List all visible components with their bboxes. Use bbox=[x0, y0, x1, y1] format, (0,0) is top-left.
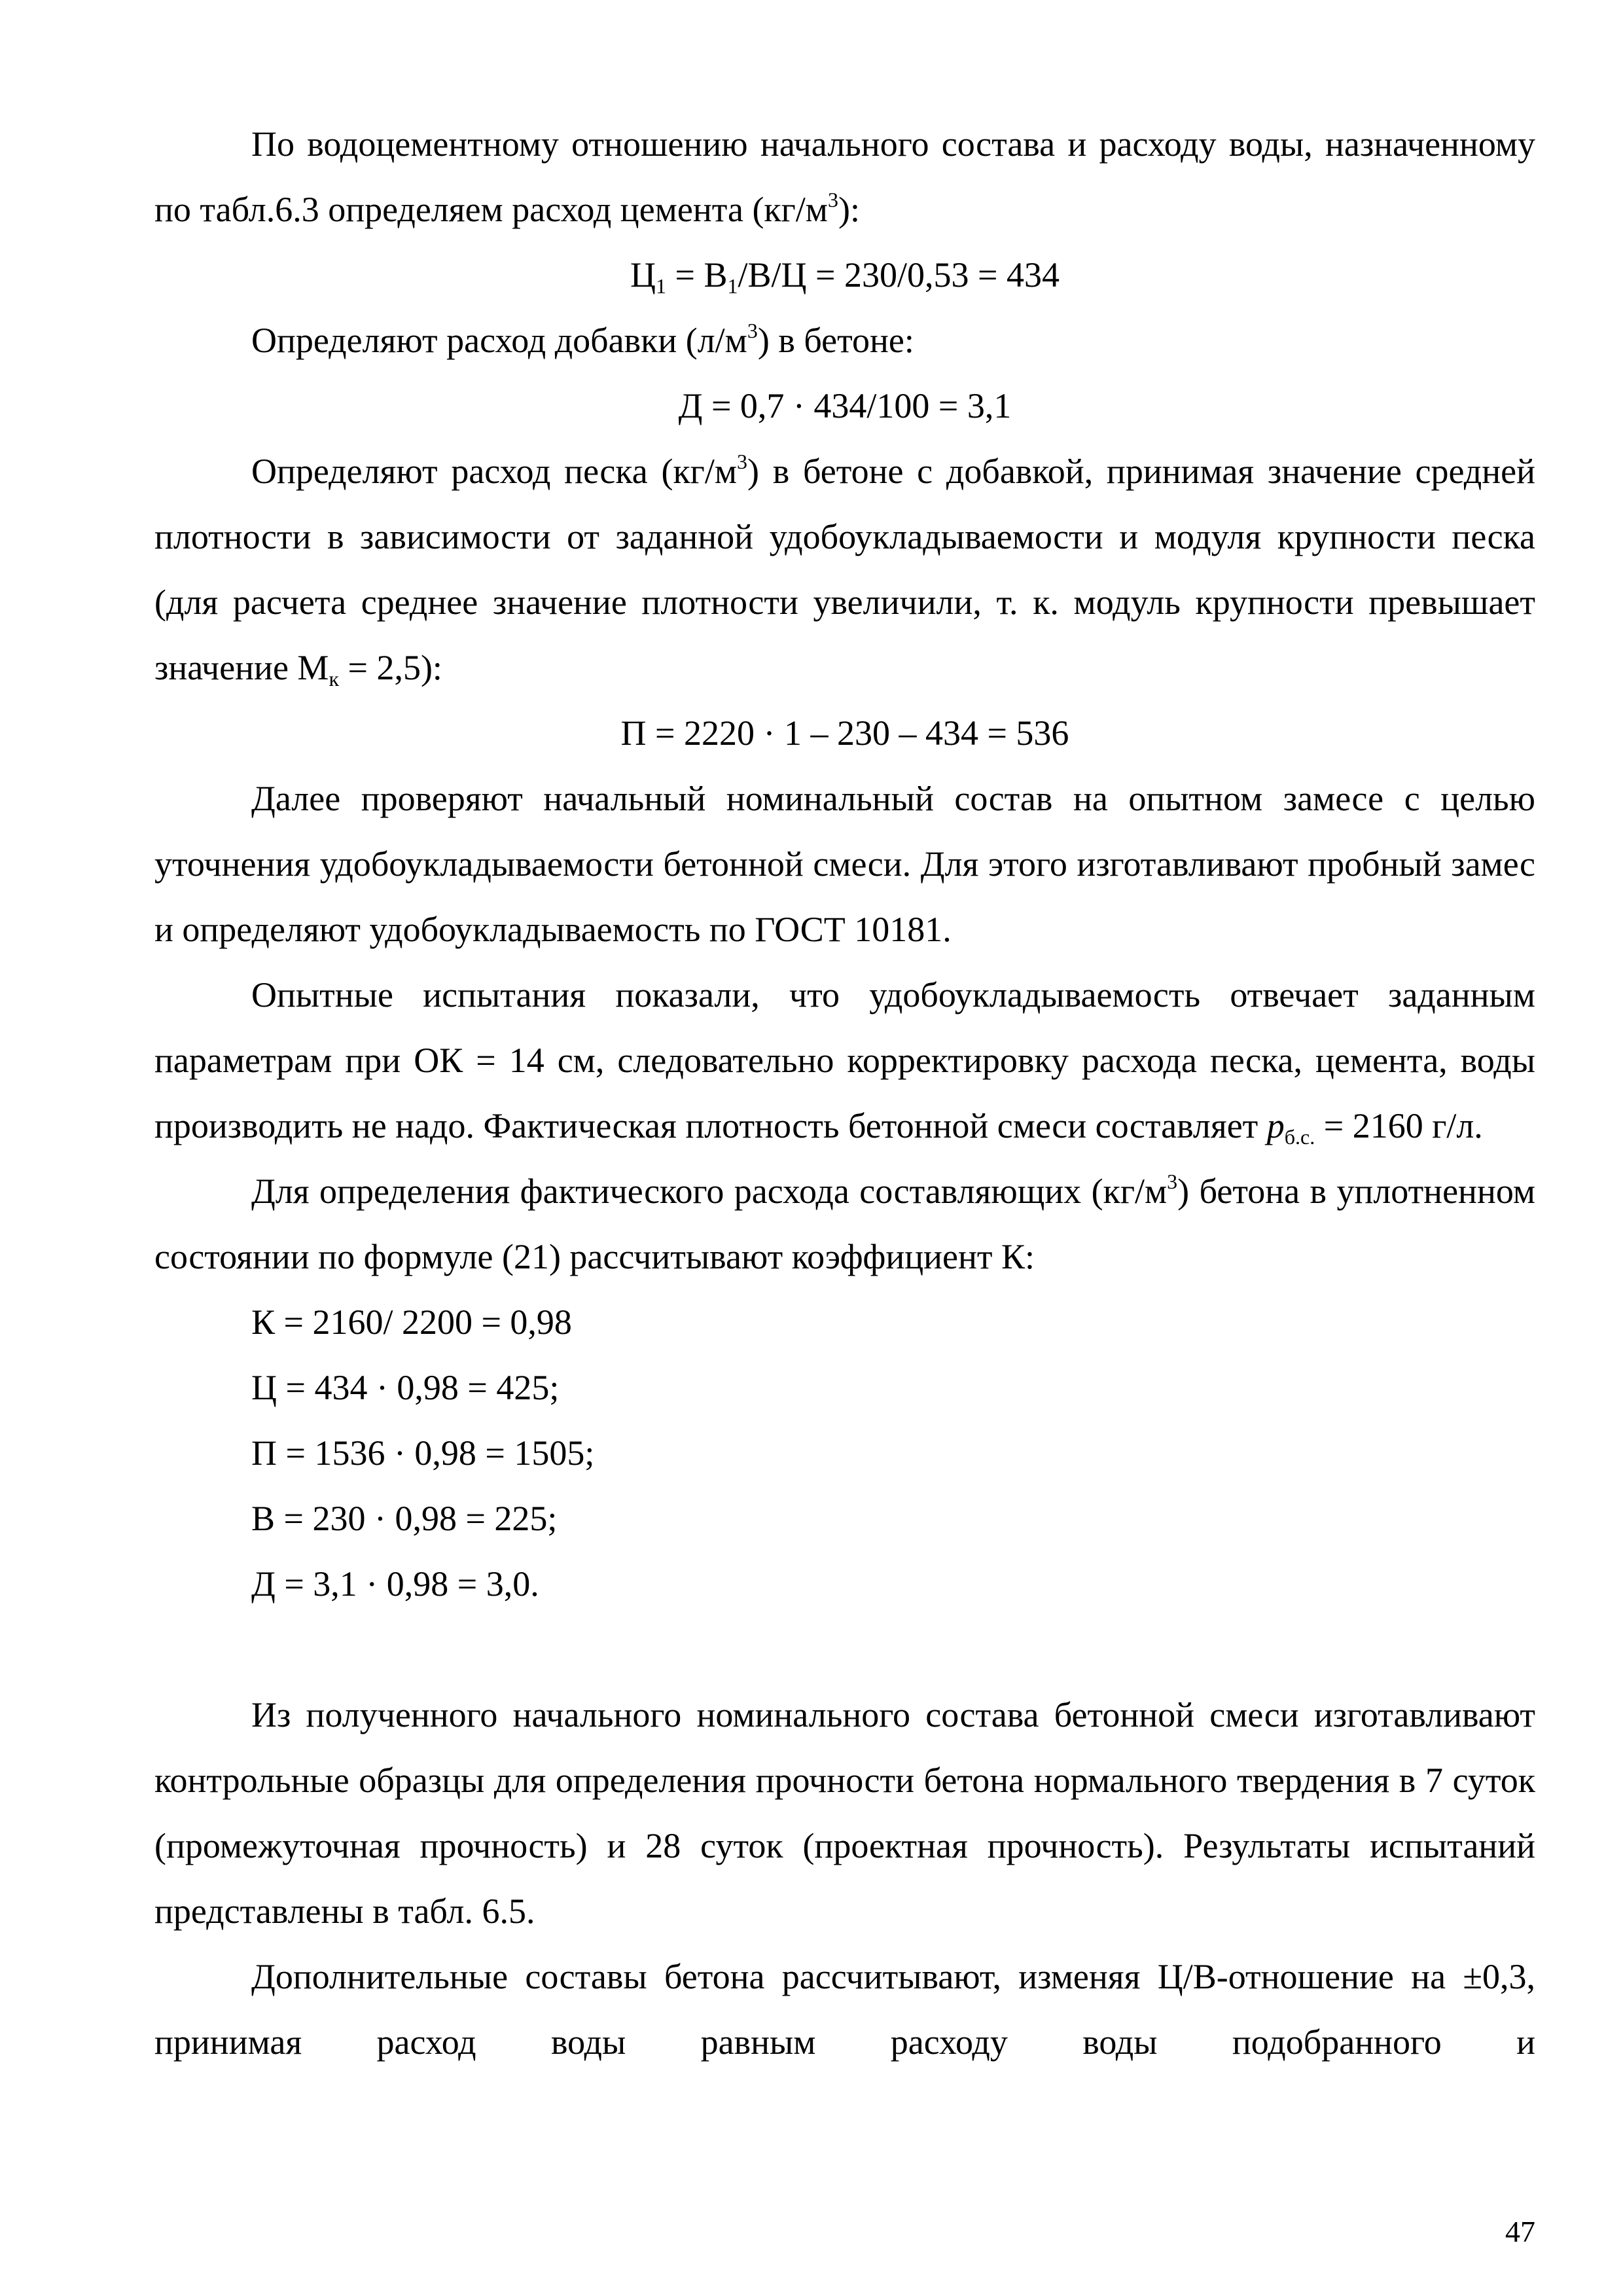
paragraph-additional-mixes: Дополнительные составы бетона рассчитывают, изменяя Ц/В-отношение на ±0,3, принимая расход воды равным расходу воды подобранного и bbox=[154, 1957, 1535, 2062]
blank-line bbox=[154, 1617, 1535, 1682]
text: ) в бетоне: bbox=[757, 321, 914, 360]
subscript: 1 bbox=[656, 274, 667, 298]
text: По водоцементному отношению начального состава и расходу воды, назначенному по табл.6.3 определяем расход цемента (кг/м bbox=[154, 124, 1535, 229]
calc-line-cement: Ц = 434 · 0,98 = 425; bbox=[251, 1368, 560, 1407]
text: Ц bbox=[630, 255, 656, 295]
calc-line-water: В = 230 · 0,98 = 225; bbox=[251, 1499, 558, 1538]
paragraph-additive-consumption bbox=[154, 308, 1535, 373]
calc-line-sand: П = 1536 · 0,98 = 1505; bbox=[251, 1433, 595, 1473]
text: ) бетона в уплотненном состоянии по формуле (21) рассчитывают коэффициент К: bbox=[154, 1172, 1535, 1276]
text: = 2,5): bbox=[339, 648, 442, 687]
paragraph-cement-consumption bbox=[154, 111, 1535, 242]
text: Для определения фактического расхода составляющих (кг/м bbox=[251, 1172, 1168, 1211]
paragraph-coefficient bbox=[154, 1158, 1535, 1289]
formula-sand: П = 2220 · 1 – 230 – 434 = 536 bbox=[620, 713, 1069, 753]
calc-line-k: К = 2160/ 2200 = 0,98 bbox=[251, 1302, 572, 1342]
superscript: 3 bbox=[737, 450, 748, 473]
paragraph-trial-batch: Далее проверяют начальный номинальный состав на опытном замесе с целью уточнения удобоукладываемости бетонной смеси. Для этого изготавливают пробный замес и определяют удобоукладываемость по ГОСТ 10181. bbox=[154, 779, 1535, 949]
formula-additive: Д = 0,7 · 434/100 = 3,1 bbox=[678, 386, 1012, 425]
formula-cement bbox=[154, 242, 1535, 308]
text: /В/Ц = 230/0,53 = 434 bbox=[738, 255, 1060, 295]
superscript: 3 bbox=[1167, 1170, 1178, 1193]
page-number: 47 bbox=[1505, 2215, 1535, 2248]
text: = В bbox=[666, 255, 728, 295]
subscript: к bbox=[329, 667, 339, 691]
text: ) в бетоне с добавкой, принимая значение средней плотности в зависимости от заданной удобоукладываемости и модуля крупности песка (для расчета среднее значение плотности увеличили, т. к. модуль крупности превышает значение М bbox=[154, 452, 1535, 687]
subscript: б.с. bbox=[1284, 1125, 1315, 1149]
text: = 2160 г/л. bbox=[1315, 1106, 1483, 1145]
paragraph-sand-consumption bbox=[154, 439, 1535, 700]
paragraph-control-samples: Из полученного начального номинального состава бетонной смеси изготавливают контрольные образцы для определения прочности бетона нормального твердения в 7 суток (промежуточная прочность) и 28 суток (проектная прочность). Результаты испытаний представлены в табл. 6.5. bbox=[154, 1695, 1535, 1931]
superscript: 3 bbox=[827, 188, 838, 211]
text: Определяют расход добавки (л/м bbox=[251, 321, 747, 360]
density-symbol: р bbox=[1266, 1106, 1285, 1145]
document-page bbox=[154, 111, 1535, 2075]
text: ): bbox=[838, 190, 860, 229]
subscript: 1 bbox=[727, 274, 738, 298]
paragraph-test-results bbox=[154, 962, 1535, 1158]
superscript: 3 bbox=[747, 319, 758, 342]
calc-line-additive: Д = 3,1 · 0,98 = 3,0. bbox=[251, 1564, 539, 1604]
text: Опытные испытания показали, что удобоукладываемость отвечает заданным параметрам при ОК = 14 см, следовательно корректировку расхода песка, цемента, воды производить не надо. Фактическая плотность бетонной смеси составляет bbox=[154, 975, 1535, 1145]
text: Определяют расход песка (кг/м bbox=[251, 452, 738, 491]
